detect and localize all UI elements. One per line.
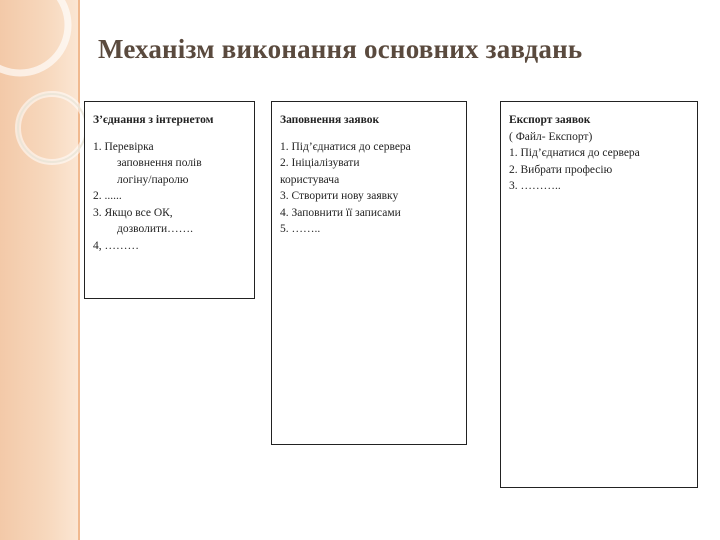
requests-filling-box xyxy=(271,101,467,445)
list-item: користувача xyxy=(280,173,340,186)
box-heading: Заповнення заявок xyxy=(280,114,380,126)
list-item: 1. Під’єднатися до сервера xyxy=(509,147,640,159)
requests-export-box xyxy=(500,101,698,488)
list-item: 2. Ініціалізувати xyxy=(280,157,360,169)
list-item: 4, ……… xyxy=(93,239,139,252)
list-item: дозволити……. xyxy=(117,223,194,235)
list-item: 3. ……….. xyxy=(509,180,561,192)
list-item: 4. Заповнити її записами xyxy=(280,206,401,219)
internet-connection-box xyxy=(84,101,255,299)
list-item: 1. Перевірка xyxy=(93,140,154,153)
list-item: ( Файл- Експорт) xyxy=(509,130,593,143)
box-heading: З’єднання з інтернетом xyxy=(93,114,214,126)
list-item: 5. …….. xyxy=(280,223,321,235)
list-item: 3. Якщо все ОК, xyxy=(93,206,173,219)
list-item: логіну/паролю xyxy=(117,173,189,186)
slide-title: Механізм виконання основних завдань xyxy=(98,34,583,64)
list-item: 2. Вибрати професію xyxy=(509,163,613,176)
list-item: 2. ...... xyxy=(93,190,122,202)
box-heading: Експорт заявок xyxy=(509,114,591,126)
list-item: заповнення полів xyxy=(117,157,202,169)
list-item: 1. Під’єднатися до сервера xyxy=(280,140,411,153)
list-item: 3. Створити нову заявку xyxy=(280,190,399,202)
